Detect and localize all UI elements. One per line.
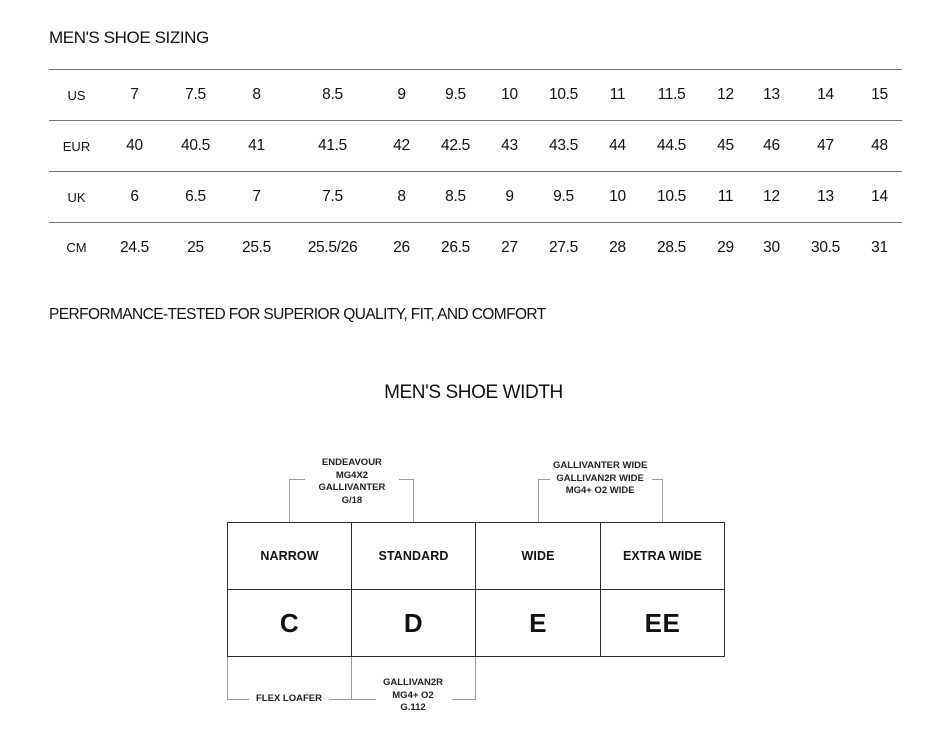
size-value: 15 — [871, 86, 888, 103]
size-value: 25.5/26 — [307, 238, 358, 256]
note-line: GALLIVAN2R WIDE — [556, 472, 644, 484]
note-line: MG4X2 — [335, 469, 369, 481]
note-narrow-models — [256, 693, 322, 706]
note-line: GALLIVAN2R — [383, 677, 443, 688]
size-value: 28 — [609, 238, 626, 256]
width-letter-narrow: C — [227, 589, 352, 657]
width-letter-standard: D — [351, 589, 476, 657]
size-value: 30.5 — [811, 238, 840, 256]
note-line: G/18 — [341, 494, 363, 506]
size-value: 29 — [717, 238, 734, 256]
width-header-extra-wide: EXTRA WIDE — [600, 522, 725, 590]
bracket-line — [227, 657, 228, 699]
size-value: 27 — [501, 238, 518, 256]
size-row-label: UK — [67, 189, 86, 205]
note-line: MG4+ O2 WIDE — [565, 485, 635, 496]
bracket-line — [227, 699, 249, 700]
note-line: GALLIVANTER WIDE — [553, 460, 648, 471]
performance-heading: PERFORMANCE-TESTED FOR SUPERIOR QUALITY, FIT, AND COMFORT — [49, 306, 546, 323]
sizing-title: MEN'S SHOE SIZING — [49, 28, 209, 47]
size-value: 40.5 — [181, 137, 210, 154]
size-value: 48 — [871, 137, 888, 154]
size-value: 13 — [817, 188, 834, 205]
bracket-line — [475, 657, 476, 699]
note-line: ENDEAVOUR — [321, 457, 382, 468]
note-line: GALLIVANTER — [318, 482, 386, 493]
size-value: 45 — [717, 137, 734, 154]
bracket-line — [538, 479, 539, 522]
size-value: 7.5 — [322, 188, 343, 205]
size-value: 27.5 — [549, 238, 578, 256]
bracket-line — [538, 479, 550, 480]
size-value: 26.5 — [441, 238, 470, 256]
size-value: 9 — [505, 188, 514, 205]
size-value: 8 — [252, 86, 261, 103]
size-row-label: US — [67, 87, 86, 103]
size-value: 6 — [130, 188, 139, 205]
width-header-wide: WIDE — [475, 522, 601, 590]
size-value: 41.5 — [318, 137, 347, 154]
bracket-line — [351, 699, 376, 700]
size-value: 46 — [763, 137, 780, 154]
bracket-line — [329, 699, 352, 700]
size-row-label: EUR — [62, 138, 91, 154]
size-value: 25 — [187, 238, 204, 256]
size-value: 12 — [763, 188, 780, 205]
bracket-line — [289, 479, 305, 480]
bracket-line — [662, 479, 663, 522]
size-value: 7.5 — [185, 86, 206, 103]
size-value: 43 — [501, 137, 518, 154]
size-value: 9 — [397, 86, 406, 103]
size-value: 14 — [871, 188, 888, 205]
size-value: 28.5 — [657, 238, 686, 256]
size-value: 13 — [763, 86, 780, 103]
size-value: 40 — [126, 137, 143, 154]
size-value: 9.5 — [553, 188, 574, 205]
size-value: 11 — [609, 86, 626, 103]
size-value: 31 — [871, 238, 888, 256]
size-value: 25.5 — [242, 238, 271, 256]
size-value: 24.5 — [120, 238, 149, 256]
bracket-line — [452, 699, 476, 700]
size-value: 44.5 — [657, 137, 686, 154]
size-value: 10.5 — [657, 188, 686, 205]
size-value: 8.5 — [445, 188, 466, 205]
size-value: 44 — [609, 137, 626, 154]
size-value: 10 — [609, 188, 626, 205]
note-standard-models — [383, 677, 443, 715]
bracket-line — [289, 479, 290, 522]
size-value: 30 — [763, 238, 780, 256]
size-row-label: CM — [66, 240, 87, 256]
size-value: 8.5 — [322, 86, 343, 103]
bracket-line — [652, 479, 663, 480]
size-value: 10.5 — [549, 86, 578, 103]
size-value: 12 — [717, 86, 734, 103]
width-title: MEN'S SHOE WIDTH — [384, 382, 563, 403]
note-narrow-standard-models — [319, 457, 386, 507]
note-line: G.112 — [400, 702, 426, 713]
size-value: 7 — [130, 86, 139, 103]
size-value: 11.5 — [657, 86, 686, 103]
size-value: 26 — [393, 238, 410, 256]
width-header-standard: STANDARD — [351, 522, 476, 590]
size-value: 42 — [393, 137, 410, 154]
size-value: 11 — [717, 188, 734, 205]
bracket-line — [399, 479, 414, 480]
size-value: 10 — [501, 86, 518, 103]
size-value: 43.5 — [549, 137, 578, 154]
size-value: 14 — [817, 86, 834, 103]
size-value: 9.5 — [445, 86, 466, 103]
size-value: 7 — [252, 188, 261, 205]
size-value: 41 — [248, 137, 265, 154]
bracket-line — [413, 479, 414, 522]
width-header-narrow: NARROW — [227, 522, 352, 590]
size-value: 47 — [817, 137, 834, 154]
size-value: 8 — [397, 188, 406, 205]
bracket-line — [351, 657, 352, 699]
note-wide-models — [553, 460, 647, 498]
width-letter-extra-wide: EE — [600, 589, 725, 657]
width-letter-wide: E — [475, 589, 601, 657]
note-line: MG4+ O2 — [392, 689, 434, 701]
note-line: FLEX LOAFER — [256, 693, 322, 704]
size-value: 6.5 — [185, 188, 206, 205]
size-value: 42.5 — [441, 137, 470, 154]
